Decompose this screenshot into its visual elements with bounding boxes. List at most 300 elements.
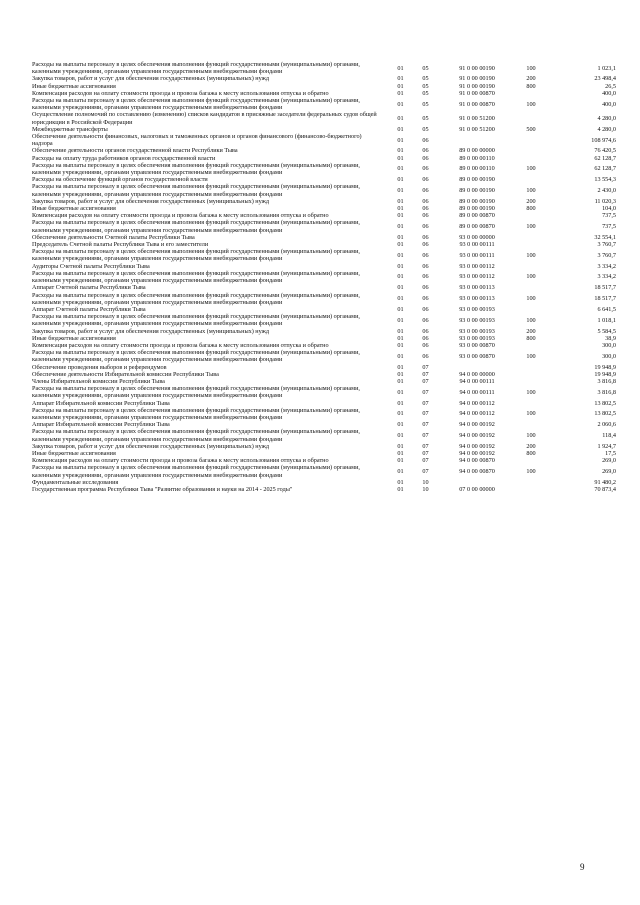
row-subsection: 07: [422, 457, 429, 465]
row-name: Расходы на выплаты персоналу в целях обеспечения выполнения функций государственными (муниципальными) органами, казенными учреждениями, органами управления государственными внебюджетными фондами: [32, 406, 360, 421]
table-row: [32, 407, 616, 421]
row-target-article: 91 0 00 51200: [459, 125, 495, 133]
row-expense-type: 200: [526, 327, 536, 335]
row-subsection: 05: [422, 75, 429, 83]
row-subsection: 06: [422, 136, 429, 144]
table-row: [32, 464, 616, 478]
row-name: Расходы на выплаты персоналу в целях обеспечения выполнения функций государственными (муниципальными) органами, казенными учреждениями, органами управления государственными внебюджетными фондами: [32, 183, 360, 198]
row-target-article: 93 0 00 00113: [459, 284, 495, 292]
row-name: Расходы на выплаты персоналу в целях обеспечения выполнения функций государственными (муниципальными) органами, казенными учреждениями, органами управления государственными внебюджетными фондами: [32, 161, 360, 177]
row-expense-type: 100: [526, 316, 536, 324]
row-section: 01: [397, 212, 404, 220]
row-subsection: 10: [422, 485, 429, 493]
row-subsection: 07: [422, 449, 429, 457]
row-section: 01: [397, 363, 404, 371]
row-subsection: 06: [422, 273, 429, 281]
row-target-article: 94 0 00 00111: [459, 388, 495, 396]
table-row: [32, 328, 616, 335]
table-row: [32, 292, 616, 306]
row-section: 01: [397, 273, 404, 281]
table-row: [32, 421, 616, 428]
row-amount: 3 760,7: [597, 241, 616, 249]
row-name: Иные бюджетные ассигнования: [32, 334, 116, 342]
row-section: 01: [397, 388, 404, 396]
row-section: 01: [397, 165, 404, 173]
row-target-article: 91 0 00 00870: [459, 100, 495, 108]
row-subsection: 06: [422, 147, 429, 155]
table-row: [32, 205, 616, 212]
row-subsection: 06: [422, 176, 429, 184]
row-target-article: 93 0 00 00870: [459, 341, 495, 349]
row-name: Расходы на обеспечение функций органов государственной власти: [32, 176, 208, 184]
row-target-article: 93 0 00 00111: [459, 251, 495, 259]
row-subsection: 07: [422, 363, 429, 371]
row-section: 01: [397, 377, 404, 385]
row-section: 01: [397, 284, 404, 292]
row-section: 01: [397, 467, 404, 475]
row-amount: 737,5: [602, 223, 616, 231]
row-subsection: 06: [422, 233, 429, 241]
row-expense-type: [516, 342, 546, 349]
row-expense-type: [516, 371, 546, 378]
row-subsection: 06: [422, 327, 429, 335]
row-target-article: 93 0 00 00000: [459, 233, 495, 241]
row-expense-type: 100: [526, 223, 536, 231]
row-subsection: 07: [422, 377, 429, 385]
table-row: [32, 183, 616, 197]
row-target-article: 89 0 00 00000: [459, 147, 495, 155]
table-row: [32, 97, 616, 111]
row-amount: 62 128,7: [594, 165, 616, 173]
row-subsection: 05: [422, 82, 429, 90]
row-target-article: 89 0 00 00870: [459, 212, 495, 220]
table-row: [32, 176, 616, 183]
row-section: 01: [397, 399, 404, 407]
row-target-article: 89 0 00 00190: [459, 176, 495, 184]
row-amount: 108 974,6: [591, 136, 616, 144]
row-section: 01: [397, 442, 404, 450]
row-expense-type: [516, 457, 546, 464]
row-amount: 269,0: [602, 467, 616, 475]
table-row: [32, 371, 616, 378]
row-target-article: 89 0 00 00190: [459, 205, 495, 213]
row-name: Расходы на выплаты персоналу в целях обеспечения выполнения функций государственными (муниципальными) органами, казенными учреждениями, органами управления государственными внебюджетными фондами: [32, 291, 360, 306]
table-row: [32, 155, 616, 162]
row-name: Обеспечение деятельности финансовых, налоговых и таможенных органов и органов финансового (финансово-бюджетного) надзора: [32, 133, 362, 148]
row-name: Закупка товаров, работ и услуг для обеспечения государственных (муниципальных) нужд: [32, 327, 270, 335]
row-target-article: 89 0 00 00110: [459, 165, 495, 173]
row-expense-type: [516, 479, 546, 486]
row-target-article: 94 0 00 00111: [459, 377, 495, 385]
table-row: [32, 263, 616, 270]
table-row: [32, 75, 616, 82]
row-subsection: 06: [422, 316, 429, 324]
row-subsection: 06: [422, 223, 429, 231]
row-name: Иные бюджетные ассигнования: [32, 205, 116, 213]
row-section: 01: [397, 251, 404, 259]
row-subsection: 07: [422, 399, 429, 407]
row-subsection: 07: [422, 370, 429, 378]
table-row: [32, 313, 616, 327]
row-amount: 5 584,5: [597, 327, 616, 335]
table-row: [32, 198, 616, 205]
row-amount: 3 334,2: [597, 273, 616, 281]
table-row: [32, 342, 616, 349]
table-row: [32, 428, 616, 442]
row-section: 01: [397, 89, 404, 97]
row-section: 01: [397, 316, 404, 324]
row-target-article: 07 0 00 00000: [459, 485, 495, 493]
row-amount: 76 420,5: [594, 147, 616, 155]
row-subsection: 06: [422, 284, 429, 292]
row-subsection: 07: [422, 388, 429, 396]
row-subsection: 06: [422, 295, 429, 303]
table-row: [32, 162, 616, 176]
row-amount: 11 020,3: [594, 197, 616, 205]
row-amount: 300,0: [602, 341, 616, 349]
row-target-article: 91 0 00 00190: [459, 75, 495, 83]
row-section: 01: [397, 449, 404, 457]
row-target-article: [438, 133, 516, 147]
row-section: 01: [397, 478, 404, 486]
row-expense-type: [516, 263, 546, 270]
row-amount: 17,5: [605, 449, 616, 457]
row-expense-type: [516, 176, 546, 183]
row-target-article: 93 0 00 00111: [459, 241, 495, 249]
row-expense-type: 100: [526, 388, 536, 396]
row-amount: 13 802,5: [594, 399, 616, 407]
row-section: 01: [397, 485, 404, 493]
row-section: 01: [397, 295, 404, 303]
row-subsection: 10: [422, 478, 429, 486]
row-target-article: 93 0 00 00193: [459, 334, 495, 342]
row-name: Расходы на оплату труда работников органов государственной власти: [32, 154, 216, 162]
row-subsection: 06: [422, 334, 429, 342]
row-section: 01: [397, 205, 404, 213]
row-amount: 62 128,7: [594, 154, 616, 162]
row-section: 01: [397, 223, 404, 231]
row-target-article: 93 0 00 00112: [459, 273, 495, 281]
row-expense-type: [516, 212, 546, 219]
row-expense-type: 800: [526, 82, 536, 90]
row-expense-type: [516, 155, 546, 162]
row-target-article: 89 0 00 00190: [459, 187, 495, 195]
row-subsection: 07: [422, 442, 429, 450]
row-name: Компенсация расходов на оплату стоимости проезда и провоза багажа к месту использования отпуска и обратно: [32, 89, 329, 97]
row-amount: 4 280,0: [597, 125, 616, 133]
budget-table: [32, 61, 616, 493]
table-row: [32, 486, 616, 493]
row-section: 01: [397, 241, 404, 249]
row-name: Расходы на выплаты персоналу в целях обеспечения выполнения функций государственными (муниципальными) органами, казенными учреждениями, органами управления государственными внебюджетными фондами: [32, 219, 360, 234]
row-amount: 4 280,0: [597, 115, 616, 123]
row-section: 01: [397, 176, 404, 184]
row-expense-type: 100: [526, 410, 536, 418]
row-name: Расходы на выплаты персоналу в целях обеспечения выполнения функций государственными (муниципальными) органами, казенными учреждениями, органами управления государственными внебюджетными фондами: [32, 97, 360, 112]
row-target-article: 94 0 00 00870: [459, 457, 495, 465]
row-name: Аппарат Избирательной комиссии Республики Тыва: [32, 399, 170, 407]
table-row: [32, 126, 616, 133]
row-name: Расходы на выплаты персоналу в целях обеспечения выполнения функций государственными (муниципальными) органами, казенными учреждениями, органами управления государственными внебюджетными фондами: [32, 349, 360, 364]
row-expense-type: 100: [526, 251, 536, 259]
row-expense-type: [516, 234, 546, 241]
table-row: [32, 83, 616, 90]
row-section: 01: [397, 410, 404, 418]
row-expense-type: 200: [526, 75, 536, 83]
row-amount: 70 873,4: [594, 485, 616, 493]
budget-table-body: [32, 61, 616, 493]
table-row: [32, 443, 616, 450]
row-name: Обеспечение деятельности Избирательной комиссии Республики Тыва: [32, 370, 219, 378]
row-expense-type: 100: [526, 100, 536, 108]
row-amount: 737,5: [602, 212, 616, 220]
row-target-article: [438, 364, 516, 371]
row-name: Расходы на выплаты персоналу в целях обеспечения выполнения функций государственными (муниципальными) органами, казенными учреждениями, органами управления государственными внебюджетными фондами: [32, 428, 360, 443]
table-row: [32, 335, 616, 342]
row-target-article: 94 0 00 00000: [459, 370, 495, 378]
row-name: Компенсация расходов на оплату стоимости проезда и провоза багажа к месту использования отпуска и обратно: [32, 212, 329, 220]
row-section: 01: [397, 341, 404, 349]
row-name: Расходы на выплаты персоналу в целях обеспечения выполнения функций государственными (муниципальными) органами, казенными учреждениями, органами управления государственными внебюджетными фондами: [32, 313, 360, 328]
row-subsection: 06: [422, 205, 429, 213]
row-name: Фундаментальные исследования: [32, 478, 119, 486]
row-section: 01: [397, 115, 404, 123]
row-section: 01: [397, 305, 404, 313]
row-amount: 118,4: [602, 431, 616, 439]
row-amount: 6 641,5: [597, 305, 616, 313]
row-subsection: 06: [422, 352, 429, 360]
row-expense-type: [516, 364, 546, 371]
row-section: 01: [397, 327, 404, 335]
row-amount: 400,0: [602, 100, 616, 108]
row-subsection: 05: [422, 89, 429, 97]
row-name: Аппарат Счетной палаты Республики Тыва: [32, 305, 146, 313]
row-subsection: 05: [422, 64, 429, 72]
row-target-article: 94 0 00 00112: [459, 410, 495, 418]
row-target-article: [438, 479, 516, 486]
row-subsection: 05: [422, 115, 429, 123]
row-expense-type: 800: [526, 449, 536, 457]
table-row: [32, 450, 616, 457]
row-subsection: 06: [422, 187, 429, 195]
row-section: 01: [397, 352, 404, 360]
table-row: [32, 378, 616, 385]
row-amount: 1 023,1: [597, 64, 616, 72]
table-row: [32, 479, 616, 486]
row-name: Осуществление полномочий по составлению (изменению) списков кандидатов в присяжные заседатели федеральных судов общей юрисдикции в Российской Федерации: [32, 111, 377, 126]
row-expense-type: 100: [526, 431, 536, 439]
row-section: 01: [397, 370, 404, 378]
row-subsection: 07: [422, 421, 429, 429]
row-expense-type: 100: [526, 64, 536, 72]
row-name: Аппарат Избирательной комиссии Республики Тыва: [32, 421, 170, 429]
row-expense-type: [516, 306, 546, 313]
row-expense-type: 100: [526, 295, 536, 303]
row-section: 01: [397, 154, 404, 162]
row-amount: 300,0: [602, 352, 616, 360]
row-section: 01: [397, 125, 404, 133]
row-subsection: 07: [422, 410, 429, 418]
row-amount: 2 060,6: [597, 421, 616, 429]
row-section: 01: [397, 82, 404, 90]
row-name: Межбюджетные трансферты: [32, 125, 108, 133]
row-name: Компенсация расходов на оплату стоимости проезда и провоза багажа к месту использования отпуска и обратно: [32, 457, 329, 465]
row-target-article: 94 0 00 00192: [459, 442, 495, 450]
row-expense-type: 200: [526, 197, 536, 205]
row-amount: 3 816,8: [597, 377, 616, 385]
row-name: Расходы на выплаты персоналу в целях обеспечения выполнения функций государственными (муниципальными) органами, казенными учреждениями, органами управления государственными внебюджетными фондами: [32, 464, 360, 479]
row-target-article: 89 0 00 00870: [459, 223, 495, 231]
row-amount: 23 498,4: [594, 75, 616, 83]
row-amount: 1 018,1: [597, 316, 616, 324]
row-target-article: 93 0 00 00193: [459, 327, 495, 335]
row-name: Расходы на выплаты персоналу в целях обеспечения выполнения функций государственными (муниципальными) органами, казенными учреждениями, органами управления государственными внебюджетными фондами: [32, 269, 360, 285]
row-name: Иные бюджетные ассигнования: [32, 82, 116, 90]
row-target-article: 94 0 00 00192: [459, 431, 495, 439]
row-name: Государственная программа Республики Тыва "Развитие образования и науки на 2014 - 2025 годы": [32, 485, 293, 493]
row-subsection: 06: [422, 241, 429, 249]
row-name: Аудиторы Счетной палаты Республики Тыва: [32, 262, 150, 270]
row-section: 01: [397, 136, 404, 144]
row-section: 01: [397, 100, 404, 108]
row-section: 01: [397, 262, 404, 270]
row-target-article: 94 0 00 00112: [459, 399, 495, 407]
row-expense-type: [516, 111, 546, 125]
row-amount: 400,0: [602, 89, 616, 97]
row-name: Обеспечение проведения выборов и референдумов: [32, 363, 167, 371]
table-row: [32, 219, 616, 233]
row-name: Аппарат Счетной палаты Республики Тыва: [32, 284, 146, 292]
row-subsection: 06: [422, 197, 429, 205]
row-target-article: 91 0 00 00190: [459, 82, 495, 90]
row-amount: 18 517,7: [594, 295, 616, 303]
table-row: [32, 385, 616, 399]
row-expense-type: 100: [526, 165, 536, 173]
row-name: Обеспечение деятельности Счетной палаты Республики Тыва: [32, 233, 195, 241]
row-section: 01: [397, 197, 404, 205]
row-target-article: 93 0 00 00193: [459, 305, 495, 313]
row-name: Расходы на выплаты персоналу в целях обеспечения выполнения функций государственными (муниципальными) органами, казенными учреждениями, органами управления государственными внебюджетными фондами: [32, 61, 360, 76]
row-section: 01: [397, 187, 404, 195]
row-subsection: 06: [422, 262, 429, 270]
row-expense-type: 800: [526, 205, 536, 213]
row-amount: 269,0: [602, 457, 616, 465]
row-name: Обеспечение деятельности органов государственной власти Республики Тыва: [32, 147, 238, 155]
row-subsection: 07: [422, 431, 429, 439]
row-section: 01: [397, 75, 404, 83]
row-target-article: 94 0 00 00192: [459, 449, 495, 457]
row-expense-type: 100: [526, 467, 536, 475]
table-row: [32, 270, 616, 284]
row-expense-type: [516, 241, 546, 248]
page-number: 9: [580, 862, 585, 872]
row-target-article: 91 0 00 51200: [459, 115, 495, 123]
row-amount: 2 430,0: [597, 187, 616, 195]
row-target-article: 93 0 00 00193: [459, 316, 495, 324]
table-row: [32, 349, 616, 363]
row-section: 01: [397, 421, 404, 429]
row-section: 01: [397, 233, 404, 241]
row-subsection: 06: [422, 305, 429, 313]
row-target-article: 93 0 00 00870: [459, 352, 495, 360]
row-section: 01: [397, 64, 404, 72]
row-amount: 38,9: [605, 334, 616, 342]
row-subsection: 06: [422, 154, 429, 162]
row-target-article: 93 0 00 00112: [459, 262, 495, 270]
row-amount: 13 802,5: [594, 410, 616, 418]
row-amount: 91 480,2: [594, 478, 616, 486]
row-name: Компенсация расходов на оплату стоимости проезда и провоза багажа к месту использования отпуска и обратно: [32, 341, 329, 349]
row-subsection: 06: [422, 212, 429, 220]
row-expense-type: 100: [526, 187, 536, 195]
row-target-article: 89 0 00 00190: [459, 197, 495, 205]
row-expense-type: 200: [526, 442, 536, 450]
row-expense-type: [516, 147, 546, 154]
table-row: [32, 147, 616, 154]
row-amount: 3 760,7: [597, 251, 616, 259]
table-row: [32, 234, 616, 241]
row-section: 01: [397, 334, 404, 342]
row-amount: 3 816,8: [597, 388, 616, 396]
row-amount: 3 334,2: [597, 262, 616, 270]
row-subsection: 05: [422, 100, 429, 108]
table-row: [32, 133, 616, 147]
table-row: [32, 212, 616, 219]
table-row: [32, 306, 616, 313]
row-amount: 19 948,9: [594, 370, 616, 378]
table-row: [32, 241, 616, 248]
row-target-article: 91 0 00 00870: [459, 89, 495, 97]
table-row: [32, 364, 616, 371]
row-amount: 18 517,7: [594, 284, 616, 292]
row-name: Председатель Счетной палаты Республики Тыва и его заместители: [32, 241, 209, 249]
row-target-article: 93 0 00 00113: [459, 295, 495, 303]
row-amount: 32 554,1: [594, 233, 616, 241]
row-target-article: 94 0 00 00192: [459, 421, 495, 429]
row-name: Расходы на выплаты персоналу в целях обеспечения выполнения функций государственными (муниципальными) органами, казенными учреждениями, органами управления государственными внебюджетными фондами: [32, 248, 360, 263]
row-name: Закупка товаров, работ и услуг для обеспечения государственных (муниципальных) нужд: [32, 442, 270, 450]
row-expense-type: [516, 486, 546, 493]
table-row: [32, 111, 616, 125]
row-name: Иные бюджетные ассигнования: [32, 449, 116, 457]
row-section: 01: [397, 147, 404, 155]
row-amount: 26,5: [605, 82, 616, 90]
row-section: 01: [397, 431, 404, 439]
row-target-article: 89 0 00 00110: [459, 154, 495, 162]
row-expense-type: [516, 400, 546, 407]
row-subsection: 06: [422, 165, 429, 173]
row-expense-type: 800: [526, 334, 536, 342]
row-target-article: 91 0 00 00190: [459, 64, 495, 72]
row-expense-type: [516, 133, 546, 147]
row-expense-type: 100: [526, 352, 536, 360]
row-amount: 19 948,9: [594, 363, 616, 371]
row-name: Закупка товаров, работ и услуг для обеспечения государственных (муниципальных) нужд: [32, 75, 270, 83]
row-subsection: 06: [422, 251, 429, 259]
row-expense-type: [516, 378, 546, 385]
row-subsection: 07: [422, 467, 429, 475]
table-row: [32, 248, 616, 262]
row-expense-type: 500: [526, 125, 536, 133]
table-row: [32, 284, 616, 291]
table-row: [32, 400, 616, 407]
row-amount: 13 554,3: [594, 176, 616, 184]
row-amount: 1 924,7: [597, 442, 616, 450]
row-name: Члены Избирательной комиссии Республики Тыва: [32, 377, 165, 385]
row-name: Закупка товаров, работ и услуг для обеспечения государственных (муниципальных) нужд: [32, 197, 270, 205]
row-expense-type: 100: [526, 273, 536, 281]
row-section: 01: [397, 457, 404, 465]
